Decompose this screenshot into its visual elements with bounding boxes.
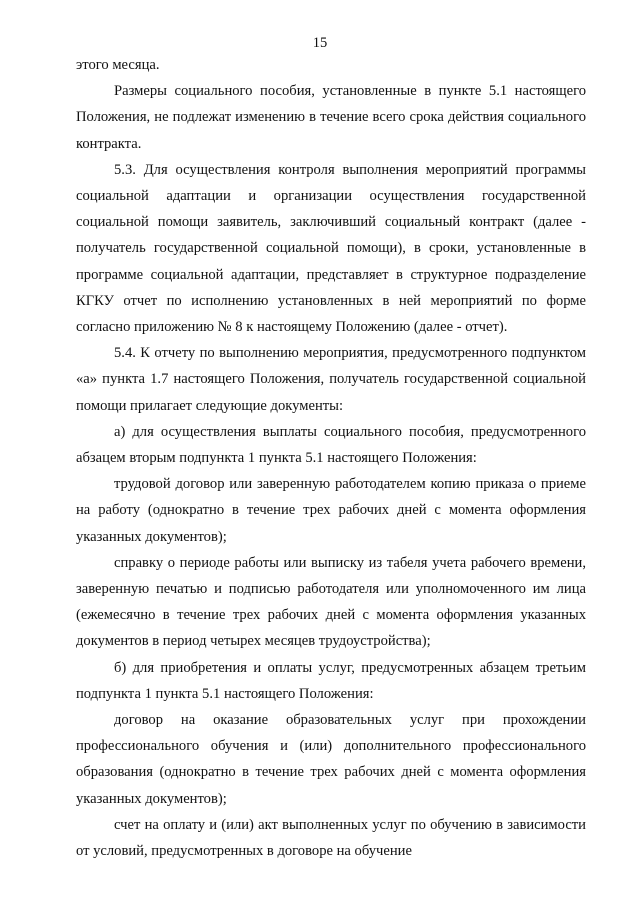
paragraph-invoice: счет на оплату и (или) акт выполненных услуг по обучению в зависимости от условий, предусмотренных в договоре на обучение xyxy=(76,816,586,860)
paragraph-continuation: этого месяца. xyxy=(76,57,160,73)
paragraph-5-3: 5.3. Для осуществления контроля выполнения мероприятий программы социальной адаптации и организации осуществления государственной социальной помощи заявитель, заключивший социальный контракт (далее - получатель государственной социальной помощи), в сроки, установленные в программе социальной адаптации, представляет в структурное подразделение КГКУ отчет по исполнению установленных в ней мероприятий по форме согласно приложению № 8 к настоящему Положению (далее - отчет). xyxy=(76,161,586,336)
page-number: 15 xyxy=(312,35,328,51)
paragraph-education-contract: договор на оказание образовательных услуг при прохождении профессионального обучения и (или) дополнительного профессионального образования (однократно в течение трех рабочих дней с момента оформления указанных документов); xyxy=(76,712,586,807)
paragraph-employment-contract: трудовой договор или заверенную работодателем копию приказа о приеме на работу (однократно в течение трех рабочих дней с момента оформления указанных документов); xyxy=(76,476,586,545)
paragraph-work-certificate: справку о периоде работы или выписку из табеля учета рабочего времени, заверенную печатью и подписью работодателя или уполномоченного им лица (ежемесячно в течение трех рабочих дней с момента оформления указанных документов в период четырех месяцев трудоустройства); xyxy=(76,554,586,650)
paragraph-benefit-size: Размеры социального пособия, установленные в пункте 5.1 настоящего Положения, не подлежат изменению в течение всего срока действия социального контракта. xyxy=(76,83,586,152)
paragraph-item-a: а) для осуществления выплаты социального пособия, предусмотренного абзацем вторым подпункта 1 пункта 5.1 настоящего Положения: xyxy=(76,423,586,467)
paragraph-5-4: 5.4. К отчету по выполнению мероприятия, предусмотренного подпунктом «а» пункта 1.7 настоящего Положения, получатель государственной социальной помощи прилагает следующие документы: xyxy=(76,345,586,414)
paragraph-item-b: б) для приобретения и оплаты услуг, предусмотренных абзацем третьим подпункта 1 пункта 5.1 настоящего Положения: xyxy=(76,659,586,702)
document-body xyxy=(76,52,586,864)
